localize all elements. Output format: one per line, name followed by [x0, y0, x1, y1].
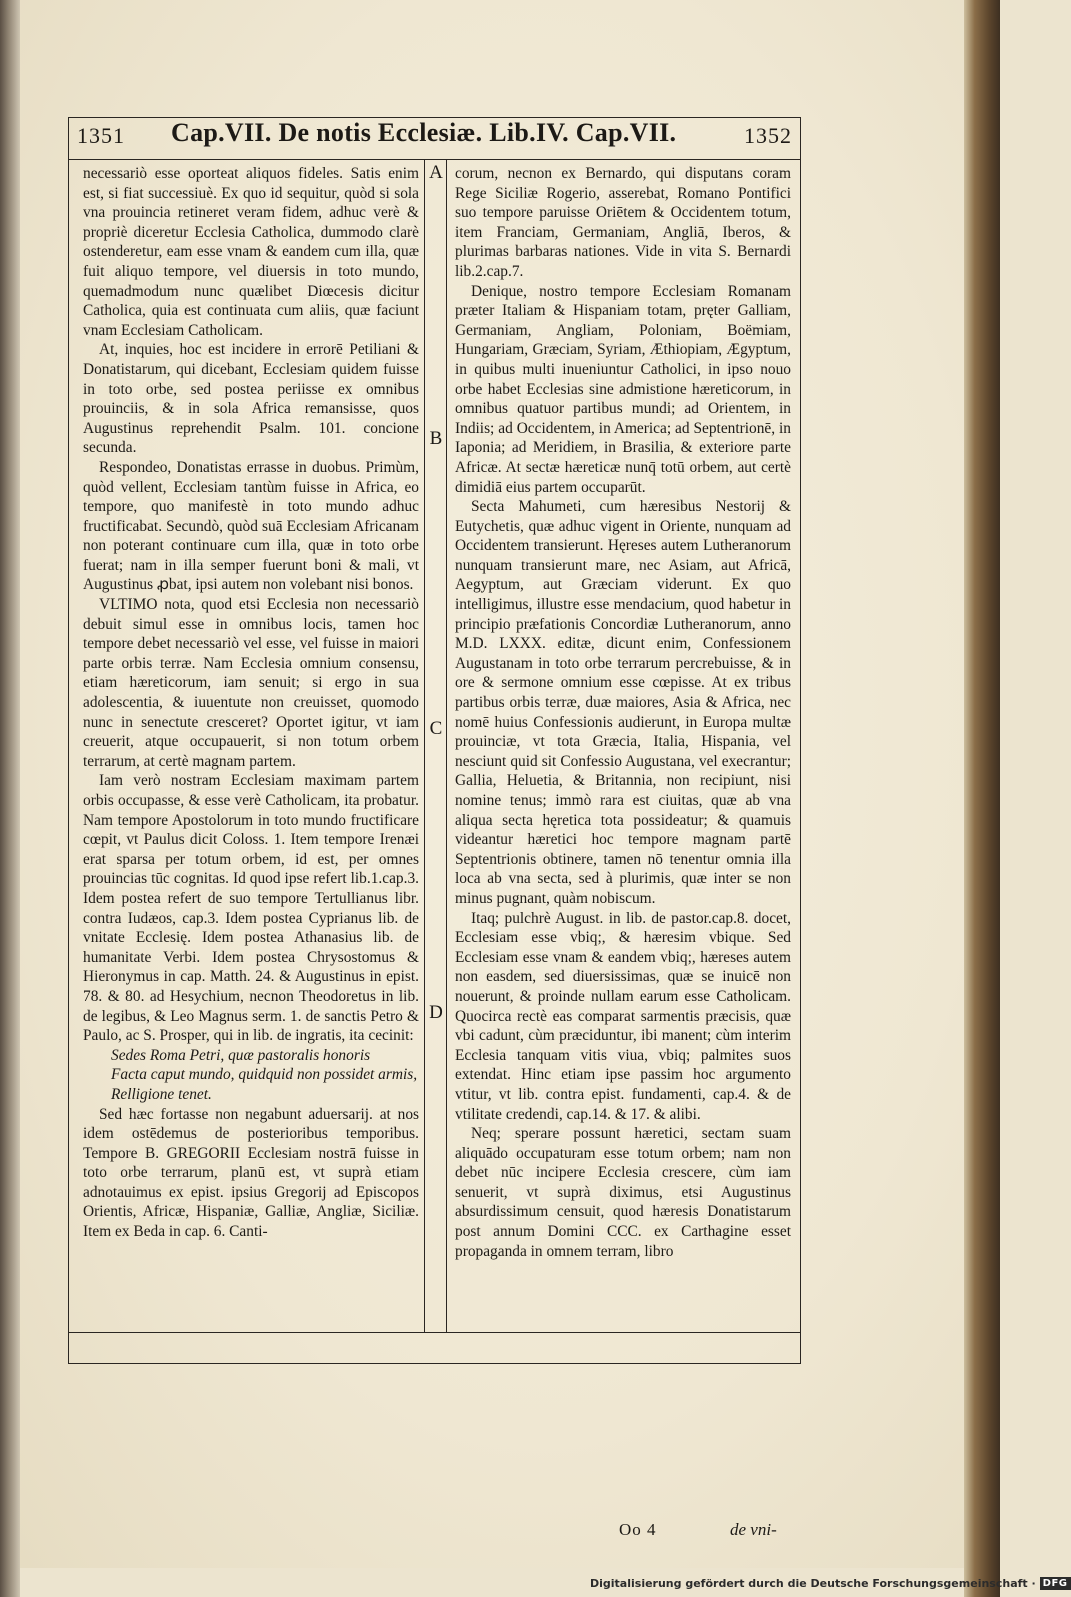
verse-line: Sedes Roma Petri, quæ pastoralis honoris — [111, 1046, 371, 1064]
verse-line: Facta caput mundo, quidquid non possidet armis, — [111, 1066, 418, 1084]
signature-mark: Oo 4 — [619, 1520, 657, 1539]
right-column — [455, 164, 791, 1261]
left-column — [83, 164, 419, 1242]
column-rule-right — [446, 159, 447, 1333]
page-number-left: 1351 — [77, 123, 125, 148]
running-head: Cap.VII. De notis Ecclesiæ. Lib.IV. Cap.VII. — [171, 118, 677, 147]
paragraph: Secta Mahumeti, cum hæresibus Nestorij & Eutychetis, quæ adhuc vigent in Oriente, nunquam ad Occidentem transierunt. Hęreses autem Lutheranorum nunquam transierunt mare, nec Asiam, aut Africā, Aegyptum, aut Græciam viderunt. Ex quo intelligimus, illustre esse mendacium, quod habetur in principio præfationis Concordiæ Lutheranorum, anno M.D. LXXX. editæ, dicunt enim, Confessionem Augustanam in toto orbe terrarum percrebuisse, & in ore & sermone omnium esse cœpisse. At ex tribus partibus orbis terræ, duæ maiores, Asia & Africa, nec nomē huius Confessionis audierunt, in Europa multæ prouinciæ, vt tota Græcia, Italia, Hispania, vel nesciunt quid sit Confessio Augustana, vel execrantur; Gallia, Heluetia, & Britannia, non recipiunt, nisi nomine tenus; immò rara est ciuitas, quæ ab vna aliqua secta hęretica tota possideatur; & quamuis videantur hæretici hoc tempore magnam partē Septentrionis obtinere, tamen nō tenentur omnia illa loca ab vna secta, sed à plurimis, quæ inter se non minus pugnant, quàm nobiscum. — [455, 498, 791, 907]
paragraph: corum, necnon ex Bernardo, qui disputans coram Rege Siciliæ Rogerio, asserebat, Romano Pontifici suo tempore paruisse Oriētem & Occidentem totum, item Franciam, Germaniam, Angliā, Iberos, & plurimas barbaras nationes. Vide in vita S. Bernardi lib.2.cap.7. — [455, 165, 791, 280]
dfg-logo: DFG — [1040, 1577, 1071, 1590]
margin-letter-c: C — [429, 718, 443, 739]
paragraph: Denique, nostro tempore Ecclesiam Romanam præter Italiam & Hispaniam totam, pręter Galliam, Germaniam, Angliam, Poloniam, Boëmiam, Hungariam, Græciam, Syriam, Æthiopiam, Ægyptum, in quibus multi inueniuntur Catholici, in ipso nouo orbe habet Ecclesias sine admistione hæreticorum, in omnibus quatuor partibus mundi; ad Orientem, in Indiis; ad Occidentem, in America; ad Septentrionē, in Iaponia; ad Meridiem, in Brasilia, & exteriore parte Africæ. At sectæ hæreticæ nunq̄ totū orbem, aut certè dimidiā eius partem occuparūt. — [455, 282, 791, 496]
paragraph: Sed hæc fortasse non negabunt aduersarij. at nos idem ostēdemus de posterioribus temporibus. Tempore B. GREGORII Ecclesiam nostrā fuisse in toto orbe terrarum, planū est, vt suprà etiam adnotauimus ex epist. ipsius Gregorij ad Episcopos Orientis, Africæ, Hispaniæ, Galliæ, Angliæ, Siciliæ. Item ex Beda in cap. 6. Canti- — [83, 1105, 419, 1241]
book-page — [20, 0, 964, 1568]
credit-text: Digitalisierung gefördert durch die Deutsche Forschungsgemeinschaft · — [590, 1576, 1036, 1590]
paragraph: At, inquies, hoc est incidere in errorē Petiliani & Donatistarum, qui dicebant, Ecclesiam quidem fuisse in toto orbe, sed postea periisse ex omnibus prouinciis, & in sola Africa remansisse, quos Augustinus reprehendit Psalm. 101. concione secunda. — [83, 341, 419, 457]
footer-rule — [69, 1332, 800, 1333]
paragraph: VLTIMO nota, quod etsi Ecclesia non necessariò debuit simul esse in omnibus locis, tamen hoc tempore debet necessariò vel esse, vel fuisse in maiori parte orbis terræ. Nam Ecclesia omnium consensu, etiam hæreticorum, iam senuit; si ergo in sua adolescentia, & iuuentute non creuisset, quomodo nunc in senectute cresceret? Oportet igitur, vt iam creuerit, atque occupauerit, si non totum orbem terrarum, at certè magnam partem. — [83, 596, 419, 770]
text-frame — [68, 117, 801, 1364]
scan-background-left — [0, 0, 20, 1597]
header-rule — [69, 159, 800, 160]
digitization-credit — [590, 1574, 1068, 1592]
page-number-right: 1352 — [744, 123, 792, 148]
margin-letter-b: B — [429, 428, 443, 449]
margin-letter-d: D — [429, 1002, 443, 1023]
paragraph: Respondeo, Donatistas errasse in duobus. Primùm, quòd vellent, Ecclesiam tantùm fuisse in Africa, eo tempore, quo manifestè in toto mundo adhuc fructificabat. Secundò, quòd suā Ecclesiam Africanam non poterant continuare cum illa, quæ in toto orbe fuerat; nam in illa semper fuerunt boni & mali, vt Augustinus ꝓbat, ipsi autem non volebant nisi bonos. — [83, 458, 419, 594]
verse-line: Relligione tenet. — [111, 1085, 212, 1103]
paragraph: necessariò esse oporteat aliquos fideles. Satis enim est, si fiat successiuè. Ex quo id sequitur, quòd si sola vna prouincia retineret veram fidem, adhuc verè & propriè diceretur Ecclesia Catholica, dummodo clarè ostenderetur, eam esse vnam & eandem cum illa, quæ fuit aliquo tempore, vel diuersis in toto mundo, quemadmodum nunc quælibet Diœcesis dicitur Catholica, quia est continuata cum aliis, quæ faciunt vnam Ecclesiam Catholicam. — [83, 165, 419, 339]
paragraph: Itaq; pulchrè August. in lib. de pastor.cap.8. docet, Ecclesiam esse vbiq;, & hæresim vbique. Sed Ecclesiam esse vnam & eandem vbiq;, hæreses autem non easdem, sed diuersissimas, quæ se inuicē non nouerunt, & proinde nullam earum esse Catholicam. Quocirca rectè eas comparat sarmentis præcisis, quæ vbi cadunt, cùm præciduntur, ibi manent; cùm interim Ecclesia tanquam vitis viua, vbiq; palmites suos extendat. Hinc etiam ipse passim hoc argumento vtitur, vt lib. contra epist. fundamenti, cap.4. & de vtilitate credendi, cap.14. & 17. & alibi. — [455, 909, 791, 1123]
paragraph: Neq; sperare possunt hæretici, sectam suam aliquādo occupaturam esse totum orbem; nam non debet nūc incipere Ecclesia crescere, cùm iam senuerit, vt suprà diximus, etsi Augustinus absurdissimum censuit, quod hæresis Donatistarum post annum Domini CCC. ex Carthagine esset propaganda in omnem terram, libro — [455, 1125, 791, 1260]
catchword: de vni- — [730, 1520, 777, 1539]
paragraph: Iam verò nostram Ecclesiam maximam partem orbis occupasse, & esse verè Catholicam, ita probatur. Nam tempore Apostolorum in toto mundo fructificare cœpit, vt Paulus dicit Coloss. 1. Item tempore Irenæi erat sparsa per totum orbem, id est, per omnes prouincias tūc cognitas. Id quod ipse refert lib.1.cap.3. Idem postea refert de suo tempore Tertullianus libr. contra Iudæos, cap.3. Idem postea Cyprianus lib. de vnitate Ecclesię. Idem postea Athanasius lib. de humanitate Verbi. Idem postea Chrysostomus & Hieronymus in cap. Matth. 24. & Augustinus in epist. 78. & 80. ad Hesychium, necnon Theodoretus in lib. de legibus, & Leo Magnus serm. 1. de sanctis Petro & Paulo, ac S. Prosper, qui in lib. de ingratis, ita cecinit: — [83, 772, 419, 1045]
book-edge-right — [964, 0, 1000, 1597]
column-rule-left — [424, 159, 425, 1333]
margin-letter-a: A — [429, 162, 443, 183]
